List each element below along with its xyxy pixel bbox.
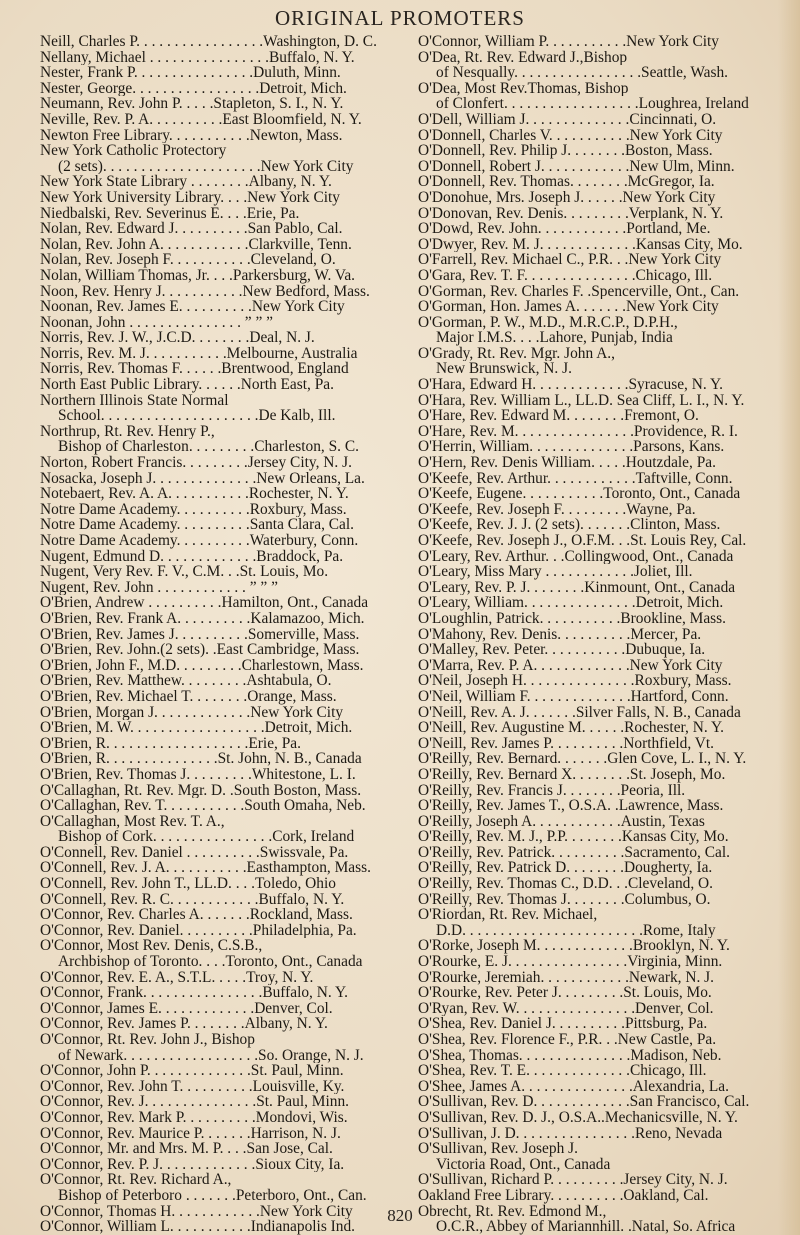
list-item: O'Ryan, Rev. W. . . . . . . . . . . . . . . .Denver, Col. bbox=[418, 1000, 714, 1017]
list-item: O'Brien, Morgan J. . . . . . . . . . . . .New York City bbox=[40, 704, 344, 721]
list-item: O'Connor, Rt. Rev. Richard A., bbox=[40, 1172, 232, 1188]
list-item: Nosacka, Joseph J. . . . . . . . . . . . . .New Orleans, La. bbox=[40, 470, 365, 487]
list-item: O'Sullivan, Rev. D. J., O.S.A..Mechanicsville, N. Y. bbox=[418, 1109, 738, 1126]
list-item: O'Reilly, Rev. Thomas C., D.D. . .Cleveland, O. bbox=[418, 876, 714, 892]
list-item: O'Brien, M. W. . . . . . . . . . . . . . . . . .Detroit, Mich. bbox=[40, 720, 353, 736]
list-item: O.C.R., Abbey of Mariannhill. .Natal, So. Africa bbox=[436, 1219, 736, 1235]
list-item: Victoria Road, Ont., Canada bbox=[436, 1156, 611, 1173]
list-item: O'Donnell, Robert J. . . . . . . . . . . .New Ulm, Minn. bbox=[418, 158, 735, 175]
list-item: Norton, Robert Francis. . . . . . . . .Jersey City, N. J. bbox=[40, 455, 352, 471]
list-item: O'Reilly, Rev. M. J., P.P. . . . . . . .Kansas City, Mo. bbox=[418, 829, 729, 845]
list-item: North East Public Library. . . . . .North East, Pa. bbox=[40, 377, 334, 393]
list-item: O'Connor, James E. . . . . . . . . . . . .Denver, Col. bbox=[40, 1000, 333, 1017]
list-item: O'Donnell, Rev. Philip J. . . . . . . .Boston, Mass. bbox=[418, 143, 713, 159]
list-item: O'Shea, Rev. Florence F., P.R. . .New Castle, Pa. bbox=[418, 1032, 717, 1048]
list-item: Noon, Rev. Henry J. . . . . . . . . . .New Bedford, Mass. bbox=[40, 283, 370, 300]
list-item: O'Connor, Rev. Mark P. . . . . . . . . .Mondovi, Wis. bbox=[40, 1109, 348, 1126]
list-item: O'Gorman, P. W., M.D., M.R.C.P., D.P.H., bbox=[418, 314, 678, 331]
list-item: D.D. . . . . . . . . . . . . . . . . . . . . . . .Rome, Italy bbox=[436, 922, 716, 939]
list-item: O'Reilly, Rev. Patrick. . . . . . . . . .Sacramento, Cal. bbox=[418, 844, 730, 861]
list-item: O'Connor, Rt. Rev. John J., Bishop bbox=[40, 1032, 255, 1048]
list-item: O'Connor, Mr. and Mrs. M. P. . . .San Jose, Cal. bbox=[40, 1141, 333, 1157]
list-item: New Brunswick, N. J. bbox=[436, 361, 572, 378]
list-item: O'Farrell, Rev. Michael C., P.R. . .New York City bbox=[418, 252, 722, 268]
list-item: O'Sullivan, J. D. . . . . . . . . . . . . . . .Reno, Nevada bbox=[418, 1125, 723, 1142]
list-item: O'Donnell, Charles V. . . . . . . . . . .New York City bbox=[418, 127, 723, 144]
list-item: O'Connor, Rev. Maurice P. . . . . . .Harrison, N. J. bbox=[40, 1125, 341, 1142]
list-item: Northern Illinois State Normal bbox=[40, 392, 229, 409]
list-item: O'Reilly, Rev. James T., O.S.A. .Lawrence, Mass. bbox=[418, 798, 724, 814]
list-item: O'Gorman, Rev. Charles F. .Spencerville, Ont., Can. bbox=[418, 283, 740, 300]
list-item: O'Neil, William F. . . . . . . . . . . . . .Hartford, Conn. bbox=[418, 688, 729, 705]
list-item: Neumann, Rev. John P. . . . .Stapleton, S. I., N. Y. bbox=[40, 96, 344, 112]
list-item: O'Dwyer, Rev. M. J. . . . . . . . . . . . .Kansas City, Mo. bbox=[418, 236, 743, 253]
list-item: O'Gara, Rev. T. F. . . . . . . . . . . . . . .Chicago, Ill. bbox=[418, 267, 713, 284]
list-item: O'Reilly, Rev. Bernard X. . . . . . . .St. Joseph, Mo. bbox=[418, 766, 726, 783]
list-item: O'Connell, Rev. John T., LL.D. . . .Toledo, Ohio bbox=[40, 876, 336, 892]
list-item: O'Brien, R. . . . . . . . . . . . . . .St. John, N. B., Canada bbox=[40, 751, 362, 767]
list-item: O'Neill, Rev. James P. . . . . . . . . .Northfield, Vt. bbox=[418, 735, 715, 752]
list-item: Nolan, Rev. Joseph F. . . . . . . . . . .Cleveland, O. bbox=[40, 252, 336, 268]
list-item: Bishop of Charleston. . . . . . . . .Charleston, S. C. bbox=[58, 439, 359, 456]
list-item: of Clonfert. . . . . . . . . . . . . . . . . .Loughrea, Ireland bbox=[436, 96, 749, 112]
list-item: O'Leary, Rev. P. J. . . . . . . .Kinmount, Ont., Canada bbox=[418, 579, 736, 596]
list-item: O'Brien, Rev. Thomas J. . . . . . . . .Whitestone, L. I. bbox=[40, 766, 356, 783]
page-header: ORIGINAL PROMOTERS bbox=[275, 6, 525, 30]
list-item: O'Keefe, Rev. Arthur. . . . . . . . . . . .Taftville, Conn. bbox=[418, 470, 733, 487]
list-item: Newton Free Library. . . . . . . . . . .Newton, Mass. bbox=[40, 127, 343, 144]
list-item: O'Gorman, Hon. James A. . . . . . .New York City bbox=[418, 299, 719, 315]
list-item: O'Dea, Most Rev.Thomas, Bishop bbox=[418, 80, 629, 97]
list-item: Nugent, Rev. John . . . . . . . . . . . . ” ” ” bbox=[40, 579, 278, 596]
list-item: O'Sullivan, Richard P. . . . . . . . . .Jersey City, N. J. bbox=[418, 1172, 728, 1188]
list-item: O'Hara, Rev. William L., LL.D. Sea Cliff, L. I., N. Y. bbox=[418, 392, 745, 409]
list-item: O'Dowd, Rev. John. . . . . . . . . . . .Portland, Me. bbox=[418, 221, 711, 237]
list-item: Noonan, John . . . . . . . . . . . . . . . ” ” ” bbox=[40, 314, 273, 331]
list-item: O'Connell, Rev. J. A. . . . . . . . . . .Easthampton, Mass. bbox=[40, 860, 371, 877]
list-item: Niedbalski, Rev. Severinus E. . . .Erie, Pa. bbox=[40, 205, 300, 222]
list-item: O'Reilly, Rev. Bernard. . . . . . .Glen Cove, L. I., N. Y. bbox=[418, 751, 747, 767]
list-item: O'Loughlin, Patrick. . . . . . . . . . .Brookline, Mass. bbox=[418, 610, 727, 627]
list-item: O'Donovan, Rev. Denis. . . . . . . . .Verplank, N. Y. bbox=[418, 205, 724, 222]
list-item: O'Hara, Edward H. . . . . . . . . . . . .Syracuse, N. Y. bbox=[418, 377, 723, 393]
list-item: O'Brien, Rev. James J. . . . . . . . . .Somerville, Mass. bbox=[40, 626, 360, 643]
list-item: Norris, Rev. Thomas F. . . . . .Brentwood, England bbox=[40, 361, 349, 378]
list-item: O'Connor, Rev. Charles A. . . . . . .Rockland, Mass. bbox=[40, 907, 353, 923]
list-item: O'Brien, Rev. Michael T. . . . . . . .Orange, Mass. bbox=[40, 688, 337, 705]
list-item: O'Connor, Rev. John T. . . . . . . . . .Louisville, Ky. bbox=[40, 1078, 345, 1095]
list-item: O'Mahony, Rev. Denis. . . . . . . . . .Mercer, Pa. bbox=[418, 626, 702, 643]
list-item: O'Connell, Rev. Daniel . . . . . . . . . .Swissvale, Pa. bbox=[40, 844, 349, 861]
list-item: O'Leary, Miss Mary . . . . . . . . . . . .Joliet, Ill. bbox=[418, 564, 693, 580]
list-item: O'Reilly, Rev. Francis J. . . . . . . .Peoria, Ill. bbox=[418, 782, 686, 799]
list-item: Neville, Rev. P. A. . . . . . . . . .East Bloomfield, N. Y. bbox=[40, 111, 362, 128]
list-item: O'Donohue, Mrs. Joseph J. . . . . .New York City bbox=[418, 189, 716, 206]
list-item: O'Hare, Rev. Edward M. . . . . . . .Fremont, O. bbox=[418, 408, 699, 424]
list-item: Notre Dame Academy. . . . . . . . . .Waterbury, Conn. bbox=[40, 533, 359, 549]
list-item: O'Connor, Frank. . . . . . . . . . . . . . . .Buffalo, N. Y. bbox=[40, 985, 348, 1001]
list-item: O'Malley, Rev. Peter. . . . . . . . . . .Dubuque, Ia. bbox=[418, 642, 706, 658]
list-item: Nolan, Rev. Edward J. . . . . . . . . .San Pablo, Cal. bbox=[40, 221, 343, 237]
list-item: of Nesqually. . . . . . . . . . . . . . . . .Seattle, Wash. bbox=[436, 65, 728, 81]
list-item: O'Shea, Rev. T. E. . . . . . . . . . . . . .Chicago, Ill. bbox=[418, 1063, 707, 1079]
list-item: O'Shea, Rev. Daniel J. . . . . . . . . .Pittsburg, Pa. bbox=[418, 1016, 708, 1032]
list-item: O'Dell, William J. . . . . . . . . . . . . .Cincinnati, O. bbox=[418, 111, 717, 128]
list-item: O'Hare, Rev. M. . . . . . . . . . . . . . . .Providence, R. I. bbox=[418, 423, 738, 440]
list-item: O'Connor, William P. . . . . . . . . . .New York City bbox=[418, 34, 719, 50]
list-item: Archbishop of Toronto. . . .Toronto, Ont., Canada bbox=[58, 954, 363, 970]
list-item: Nolan, Rev. John A. . . . . . . . . . . .Clarkville, Tenn. bbox=[40, 236, 352, 253]
list-item: Nester, Frank P. . . . . . . . . . . . . . . .Duluth, Minn. bbox=[40, 65, 341, 81]
list-item: O'Connor, Rev. E. A., S.T.L. . . . .Troy, N. Y. bbox=[40, 969, 314, 986]
list-item: O'Hern, Rev. Denis William. . . . .Houtzdale, Pa. bbox=[418, 455, 716, 471]
list-item: O'Connor, Rev. J. . . . . . . . . . . . . . .St. Paul, Minn. bbox=[40, 1094, 349, 1110]
list-item: O'Connor, William L. . . . . . . . . . .Indianapolis Ind. bbox=[40, 1219, 356, 1235]
list-item: of Newark. . . . . . . . . . . . . . . . . .So. Orange, N. J. bbox=[58, 1047, 364, 1064]
list-item: O'Brien, Rev. John.(2 sets). .East Cambridge, Mass. bbox=[40, 642, 360, 658]
list-item: O'Neill, Rev. A. J. . . . . . .Silver Falls, N. B., Canada bbox=[418, 704, 741, 721]
list-item: O'Connor, Rev. James P. . . . . . . .Albany, N. Y. bbox=[40, 1016, 328, 1032]
left-column bbox=[40, 34, 408, 1235]
list-item: School. . . . . . . . . . . . . . . . . . . . .De Kalb, Ill. bbox=[58, 408, 336, 424]
list-item: Norris, Rev. J. W., J.C.D. . . . . . . .Deal, N. J. bbox=[40, 330, 315, 346]
list-item: O'Reilly, Rev. Thomas J. . . . . . . .Columbus, O. bbox=[418, 891, 711, 908]
list-item: O'Sullivan, Rev. Joseph J. bbox=[418, 1141, 578, 1157]
list-item: O'Brien, Rev. Frank A. . . . . . . . . .Kalamazoo, Mich. bbox=[40, 610, 365, 627]
list-item: Northrup, Rt. Rev. Henry P., bbox=[40, 423, 215, 440]
list-item: New York Catholic Protectory bbox=[40, 143, 227, 159]
list-item: O'Callaghan, Rev. T. . . . . . . . . . .South Omaha, Neb. bbox=[40, 798, 366, 814]
list-item: O'Connor, Thomas H. . . . . . . . . . . .New York City bbox=[40, 1203, 353, 1220]
list-item: Notebaert, Rev. A. A. . . . . . . . . . .Rochester, N. Y. bbox=[40, 486, 349, 502]
list-item: O'Shee, James A. . . . . . . . . . . . . . .Alexandria, La. bbox=[418, 1078, 729, 1095]
list-item: O'Reilly, Rev. Patrick D. . . . . . . .Dougherty, Ia. bbox=[418, 860, 713, 877]
list-item: O'Keefe, Eugene. . . . . . . . . . .Toronto, Ont., Canada bbox=[418, 486, 741, 502]
page-number: 820 bbox=[387, 1206, 413, 1225]
list-item: Bishop of Peterboro . . . . . . .Peterboro, Ont., Can. bbox=[58, 1187, 367, 1204]
right-column bbox=[418, 34, 784, 1235]
list-item: O'Rourke, E. J. . . . . . . . . . . . . . . .Virginia, Minn. bbox=[418, 954, 723, 970]
list-item: O'Dea, Rt. Rev. Edward J.,Bishop bbox=[418, 49, 628, 66]
list-item: O'Connor, Rev. Daniel. . . . . . . . . .Philadelphia, Pa. bbox=[40, 922, 357, 939]
list-item: Major I.M.S. . . .Lahore, Punjab, India bbox=[436, 330, 673, 346]
list-item: O'Keefe, Rev. Joseph J., O.F.M. . .St. Louis Rey, Cal. bbox=[418, 533, 747, 549]
list-item: O'Grady, Rt. Rev. Mgr. John A., bbox=[418, 345, 616, 362]
list-item: Neill, Charles P. . . . . . . . . . . . . . . . .Washington, D. C. bbox=[40, 34, 377, 50]
list-item: Obrecht, Rt. Rev. Edmond M., bbox=[418, 1203, 607, 1220]
list-item: O'Reilly, Joseph A. . . . . . . . . . . .Austin, Texas bbox=[418, 813, 705, 830]
list-item: O'Keefe, Rev. Joseph F. . . . . . . . .Wayne, Pa. bbox=[418, 501, 696, 518]
list-item: O'Brien, Andrew . . . . . . . . . .Hamilton, Ont., Canada bbox=[40, 595, 369, 611]
list-item: New York State Library . . . . . . . .Albany, N. Y. bbox=[40, 174, 332, 190]
list-item: Notre Dame Academy. . . . . . . . . .Santa Clara, Cal. bbox=[40, 517, 354, 533]
list-item: O'Connor, John P. . . . . . . . . . . . . .St. Paul, Minn. bbox=[40, 1063, 344, 1079]
list-item: Noonan, Rev. James E. . . . . . . . . .New York City bbox=[40, 299, 345, 315]
list-item: O'Rourke, Jeremiah. . . . . . . . . . . .Newark, N. J. bbox=[418, 969, 714, 986]
list-item: O'Shea, Thomas. . . . . . . . . . . . . . .Madison, Neb. bbox=[418, 1047, 722, 1064]
list-item: Nester, George. . . . . . . . . . . . . . . . .Detroit, Mich. bbox=[40, 80, 347, 97]
list-item: O'Sullivan, Rev. D. . . . . . . . . . . . .San Francisco, Cal. bbox=[418, 1094, 750, 1110]
list-item: Nellany, Michael . . . . . . . . . . . . . . . .Buffalo, N. Y. bbox=[40, 49, 355, 66]
list-item: Bishop of Cork. . . . . . . . . . . . . . . .Cork, Ireland bbox=[58, 829, 355, 845]
list-item: Notre Dame Academy. . . . . . . . . .Roxbury, Mass. bbox=[40, 501, 347, 518]
list-item: O'Connor, Rev. P. J. . . . . . . . . . . . .Sioux City, Ia. bbox=[40, 1156, 345, 1173]
list-item: O'Leary, Rev. Arthur. . .Collingwood, Ont., Canada bbox=[418, 548, 734, 565]
list-item: Nugent, Edmund D. . . . . . . . . . . . .Braddock, Pa. bbox=[40, 548, 344, 565]
list-item: O'Rorke, Joseph M. . . . . . . . . . . . .Brooklyn, N. Y. bbox=[418, 938, 730, 955]
list-item: O'Brien, R. . . . . . . . . . . . . . . . . . .Erie, Pa. bbox=[40, 735, 301, 752]
list-item: Nugent, Very Rev. F. V., C.M. . .St. Louis, Mo. bbox=[40, 564, 329, 580]
list-item: O'Neill, Rev. Augustine M. . . . . .Rochester, N. Y. bbox=[418, 720, 724, 736]
list-item: O'Brien, John F., M.D. . . . . . . . .Charlestown, Mass. bbox=[40, 657, 364, 674]
list-item: New York University Library. . . .New York City bbox=[40, 189, 340, 206]
list-item: Oakland Free Library. . . . . . . . . .Oakland, Cal. bbox=[418, 1187, 709, 1204]
list-item: O'Herrin, William. . . . . . . . . . . . . .Parsons, Kans. bbox=[418, 439, 725, 456]
list-item: O'Donnell, Rev. Thomas. . . . . . . .McGregor, Ia. bbox=[418, 174, 715, 190]
list-item: O'Connell, Rev. R. C. . . . . . . . . . . .Buffalo, N. Y. bbox=[40, 891, 345, 908]
list-item: O'Rourke, Rev. Peter J. . . . . . . . .St. Louis, Mo. bbox=[418, 985, 712, 1001]
list-item: (2 sets). . . . . . . . . . . . . . . . . . . . .New York City bbox=[58, 158, 354, 175]
list-item: O'Connor, Most Rev. Denis, C.S.B., bbox=[40, 938, 263, 955]
list-item: O'Marra, Rev. P. A. . . . . . . . . . . . .New York City bbox=[418, 657, 723, 674]
list-item: Nolan, William Thomas, Jr. . . .Parkersburg, W. Va. bbox=[40, 267, 356, 284]
list-item: O'Keefe, Rev. J. J. (2 sets). . . . . . .Clinton, Mass. bbox=[418, 517, 721, 533]
list-item: O'Leary, William. . . . . . . . . . . . . . .Detroit, Mich. bbox=[418, 595, 724, 611]
list-item: Norris, Rev. M. J. . . . . . . . . . .Melbourne, Australia bbox=[40, 345, 358, 362]
list-item: O'Neil, Joseph H. . . . . . . . . . . . . . .Roxbury, Mass. bbox=[418, 673, 732, 689]
list-item: O'Brien, Rev. Matthew. . . . . . . . .Ashtabula, O. bbox=[40, 673, 332, 689]
list-item: O'Callaghan, Most Rev. T. A., bbox=[40, 813, 225, 830]
list-item: O'Callaghan, Rt. Rev. Mgr. D. .South Boston, Mass. bbox=[40, 782, 362, 799]
list-item: O'Riordan, Rt. Rev. Michael, bbox=[418, 907, 598, 923]
